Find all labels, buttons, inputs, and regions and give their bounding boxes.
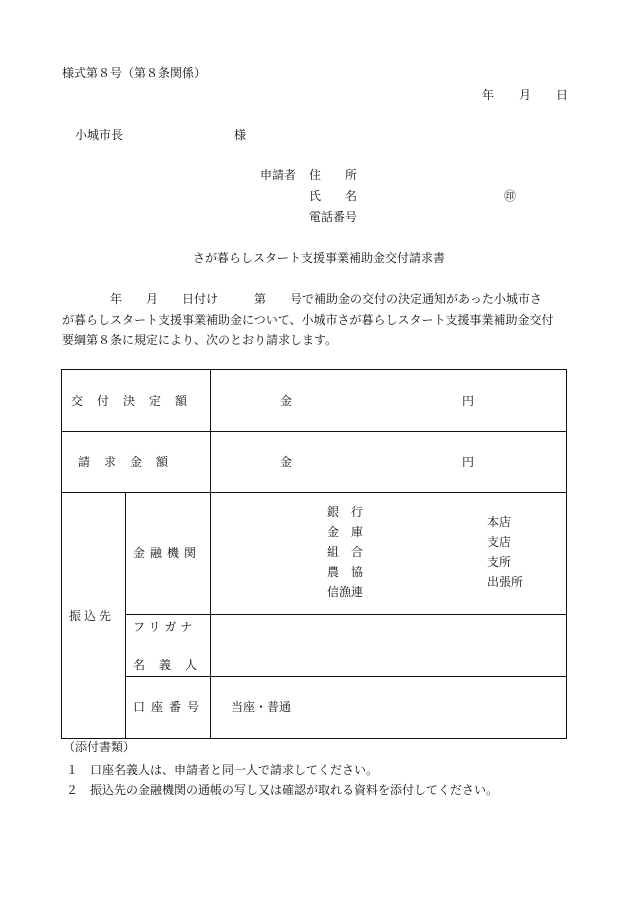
column-divider — [210, 370, 211, 738]
institution-type-nokyo: 農 協 — [327, 565, 364, 579]
addressee-honorific: 様 — [234, 128, 247, 142]
decision-amount-prefix: 金 — [280, 394, 293, 408]
column-divider — [125, 492, 126, 738]
form-number: 様式第８号（第８条関係） — [62, 66, 207, 80]
claim-table — [61, 369, 567, 739]
row-divider — [125, 676, 566, 677]
institution-label: 金融機関 — [133, 546, 202, 560]
address-label: 住 所 — [309, 168, 358, 182]
institution-type-list — [327, 506, 363, 598]
transfer-label: 振込先 — [69, 609, 115, 623]
body-line-3: 要綱第８条に規定により、次のとおり請求します。 — [62, 333, 338, 347]
holder-label: 名 義 人 — [133, 658, 199, 672]
branch-type-head: 本店 — [487, 515, 512, 529]
branch-type-sub: 支所 — [487, 555, 512, 569]
institution-type-bank: 銀 行 — [327, 505, 364, 519]
name-label: 氏 名 — [309, 189, 358, 203]
branch-type-list — [487, 516, 523, 588]
applicant-label: 申請者 — [260, 168, 297, 182]
date-year-label: 年 — [482, 88, 495, 102]
institution-type-kinko: 金 庫 — [327, 525, 364, 539]
row-divider — [62, 492, 566, 493]
seal-mark: ㊞ — [504, 189, 517, 203]
institution-type-shingyoren: 信漁連 — [327, 585, 364, 599]
document-title: さが暮らしスタート支援事業補助金交付請求書 — [193, 251, 446, 265]
claim-amount-label: 請 求 金 額 — [78, 455, 170, 469]
note-item-1: １ 口座名義人は、申請者と同一人で請求してください。 — [66, 763, 379, 777]
phone-label: 電話番号 — [309, 210, 358, 224]
account-number-label: 口座番号 — [133, 700, 206, 714]
row-divider — [125, 614, 566, 615]
body-paragraph — [62, 289, 572, 351]
attachment-heading: （添付書類） — [63, 740, 136, 754]
date-month-label: 月 — [519, 88, 532, 102]
decision-amount-suffix: 円 — [462, 394, 475, 408]
claim-amount-suffix: 円 — [462, 455, 475, 469]
body-line-1: 年 月 日付け 第 号で補助金の交付の決定通知があった小城市さ — [62, 292, 542, 306]
decision-amount-label: 交 付 決 定 額 — [71, 394, 189, 408]
branch-type-office: 出張所 — [487, 575, 524, 589]
date-day-label: 日 — [556, 88, 569, 102]
institution-type-kumiai: 組 合 — [327, 545, 364, 559]
addressee-name: 小城市長 — [75, 128, 124, 142]
furigana-label: フリガナ — [133, 620, 197, 634]
claim-amount-prefix: 金 — [280, 455, 293, 469]
branch-type-branch: 支店 — [487, 535, 512, 549]
row-divider — [62, 431, 566, 432]
account-type: 当座・普通 — [231, 700, 292, 714]
note-item-2: ２ 振込先の金融機関の通帳の写し又は確認が取れる資料を添付してください。 — [66, 783, 499, 797]
body-line-2: が暮らしスタート支援事業補助金について、小城市さが暮らしスタート支援事業補助金交付 — [62, 312, 554, 327]
